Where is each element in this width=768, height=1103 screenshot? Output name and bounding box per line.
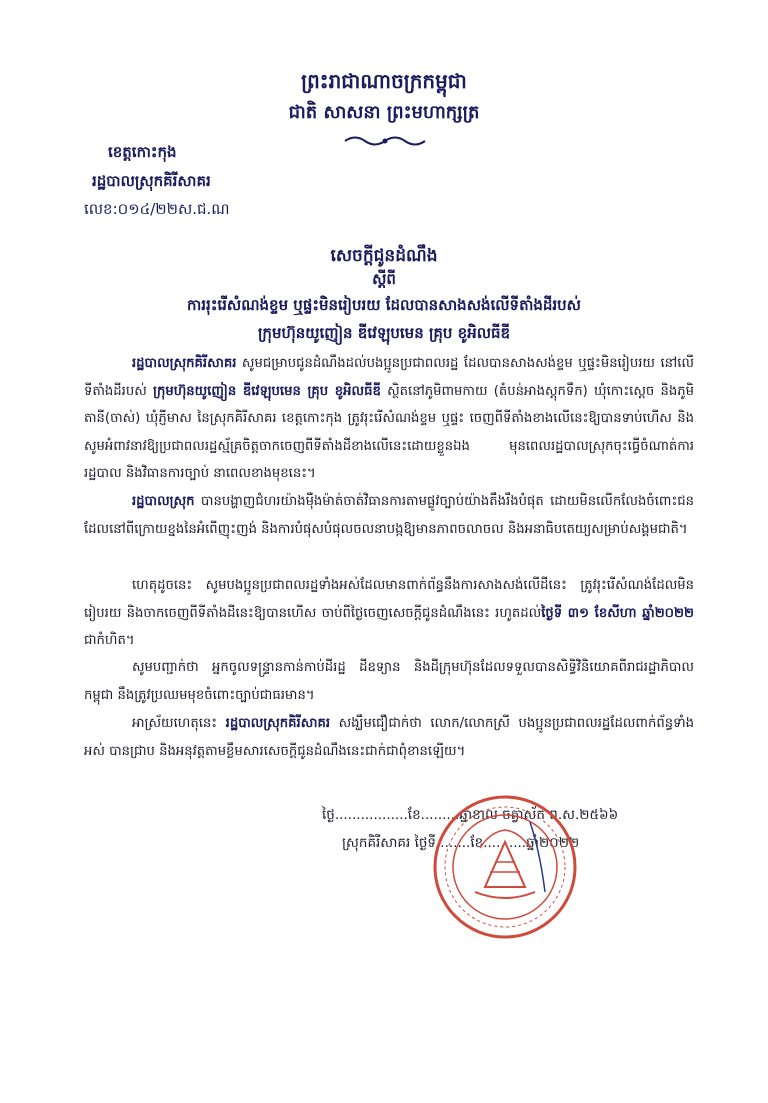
issuing-office: រដ្ឋបាលស្រុកគិរីសាគរ xyxy=(92,172,211,190)
paragraph-3 xyxy=(84,572,694,655)
paragraph-text: ហេតុដូចនេះ សូមបងប្អូនប្រជាពលរដ្ឋទាំងអស់ដែលមានពាក់ព័ន្ធនឹងការសាងសង់លើដីនេះ ត្រូវរុះរើសំណង់ដែលមិនរៀបរយ និងចាកចេញពីទីតាំងដីនេះឱ្យបានហើស ចាប់ពីថ្ងៃចេញសេចក្តីជូនដំណឹងនេះ រហូតដល់ xyxy=(84,578,694,621)
office-name-lead: រដ្ឋបាលស្រុកគិរីសាគរ xyxy=(132,356,237,371)
paragraph-text: ជាកំហិត។ xyxy=(84,633,135,648)
lunar-date-line: ថ្ងៃ.................ខែ.........ឆ្នាំខាល ចត្វាស័ក ព.ស.២៥៦៦ xyxy=(322,807,619,823)
paragraph-text: សូមបញ្ជាក់ថា អ្នកចូលទន្ទ្រានកាន់កាប់ដីរដ្ឋ ដីឧទ្យាន និងដីក្រុមហ៊ុនដែលទទួលបានសិទ្ធិវិនិយោគពីរាជរដ្ឋាភិបាលកម្ពុជា នឹងត្រូវប្រឈមមុខចំពោះច្បាប់ជាធរមាន។ xyxy=(84,660,694,703)
paragraph-text: សូមជម្រាបជូនដំណឹងដល់បងប្អូនប្រជាពលរដ្ឋ ដែលបានសាងសង់ខ្ទម ឬផ្ទះមិនរៀបរយ នៅលើទីតាំងដីរបស់ xyxy=(84,356,694,399)
paragraph-text: អាស្រ័យហេតុនេះ xyxy=(132,716,226,731)
national-motto: ជាតិ សាសនា ព្រះមហាក្សត្រ xyxy=(288,102,480,123)
paragraph-text: ស្ថិតនៅភូមិពាមកាយ (តំបន់អាងស្តុកទឹក) ឃុំកោះស្តេច និងភូមិតានី(ចាស់) ឃុំភ្ញីមាស នៃស្រុកគិរីសាគរ ខេត្តកោះកុង ត្រូវរុះរើសំណង់ខ្ទម ឬផ្ទះ ចេញពីទីតាំងខាងលើនេះឱ្យបានទាប់ហើស និងសូមអំពាវនាវឱ្យប្រជាពលរដ្ឋស្ម័គ្រចិត្តចាកចេញពីទីតាំងដីខាងលើនេះដោយខ្លួនឯង មុនពេលរដ្ឋបាលស្រុកចុះធ្វើចំណាត់ការរដ្ឋបាល និងវិធានការច្បាប់ នាពេលខាងមុខនេះ។ xyxy=(84,383,694,481)
reference-number: លេខ:០១៤/២២ស.ជ.ណ xyxy=(84,200,230,218)
paragraph-2 xyxy=(84,488,694,543)
ornament-divider-icon xyxy=(340,134,430,148)
office-lead: រដ្ឋបាលស្រុក xyxy=(132,494,195,509)
subject-line-2: ក្រុមហ៊ុនយូញៀន ឌីវេឡុបមេន គ្រុប ខូអិលធីឌី xyxy=(257,324,511,342)
office-name-lead: រដ្ឋបាលស្រុកគិរីសាគរ xyxy=(225,716,331,731)
notice-title: សេចក្តីជូនដំណឹង xyxy=(330,246,438,266)
province-name: ខេត្តកោះកុង xyxy=(108,143,177,161)
kingdom-heading: ព្រះរាជាណាចក្រកម្ពុជា xyxy=(301,69,467,93)
paragraph-4 xyxy=(84,654,694,709)
deadline-date: ថ្ងៃទី ៣១ ខែសីហា ឆ្នាំ២០២២ xyxy=(541,605,694,621)
paragraph-1 xyxy=(84,350,694,488)
paragraph-text: សង្ឃឹមជឿជាក់ថា លោក/លោកស្រី បងប្អូនប្រជាពលរដ្ឋដែលពាក់ព័ន្ធទាំងអស់ បានជ្រាប និងអនុវត្តតាមខ្លឹមសារសេចក្តីជូនដំណឹងនេះជាក់ជាពុំខានឡើយ។ xyxy=(84,716,694,759)
subject-line-1: ការរុះរើសំណង់ខ្ទម ឬផ្ទះមិនរៀបរយ ដែលបានសាងសង់លើទីតាំងដីរបស់ xyxy=(187,296,581,314)
official-seal-icon xyxy=(430,792,580,942)
paragraph-text: បានបង្ហាញជំហរយ៉ាងម៉ឺងម៉ាត់ចាត់វិធានការតាមផ្លូវច្បាប់យ៉ាងតឹងរឹងបំផុត ដោយមិនលើកលែងចំពោះជនដែលនៅពីក្រោយខ្នងនៃអំពើញុះញង់ និងការបំផុសបំផុលចលនាបង្កឱ្យមានភាពចលាចល និងអនាធិបតេយ្យសម្រាប់សង្គមជាតិ។ xyxy=(84,494,694,537)
solar-date-line: ស្រុកគិរីសាគរ ថ្ងៃទី........ខែ..........ឆ្នាំ២០២២ xyxy=(342,835,580,851)
paragraph-5 xyxy=(84,710,694,765)
subject-label: ស្តីពី xyxy=(372,270,396,288)
company-name: ក្រុមហ៊ុនយូញៀន ឌីវេឡុបមេន គ្រុប ខូអិលធីឌី xyxy=(153,383,381,399)
